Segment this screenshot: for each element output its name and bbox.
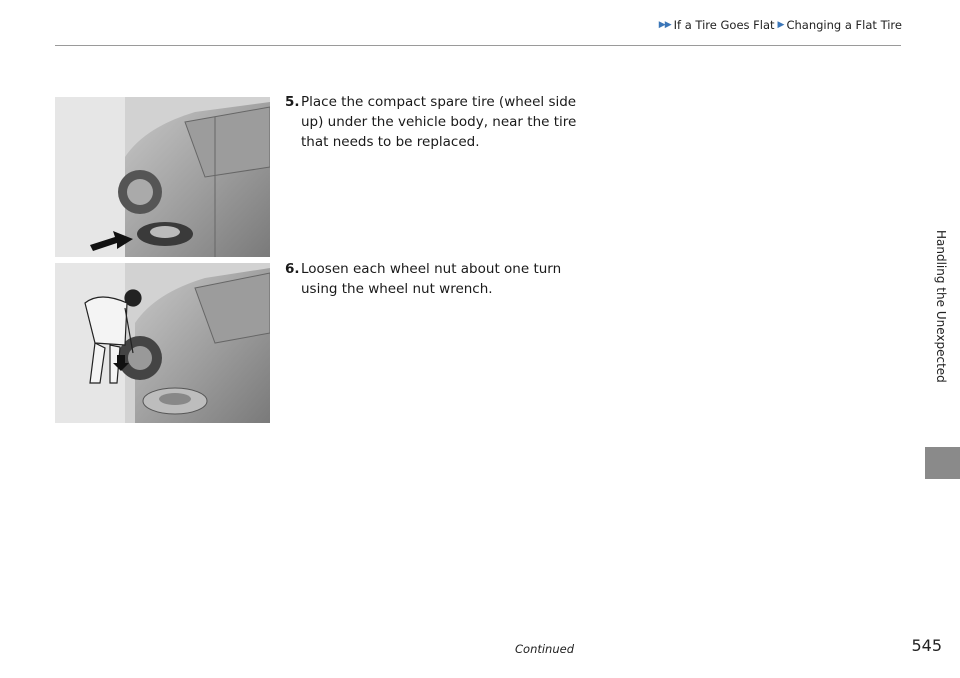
triangle-icon: ▶	[777, 20, 784, 30]
section-tab[interactable]	[932, 230, 948, 383]
breadcrumb-item-flat-tire[interactable]: If a Tire Goes Flat	[673, 18, 775, 32]
double-triangle-icon: ▶▶	[658, 20, 671, 30]
step-text: Place the compact spare tire (wheel side up) under the vehicle body, near the tire that needs to be replaced.	[301, 94, 577, 150]
breadcrumb-item-changing-tire[interactable]: Changing a Flat Tire	[786, 18, 902, 32]
section-tab-marker	[925, 447, 960, 479]
header-divider	[55, 45, 901, 46]
loosen-wheel-nut-drawing	[55, 263, 270, 423]
spare-tire-placement-drawing	[55, 97, 270, 257]
step-number: 6.	[285, 261, 300, 277]
continued-label: Continued	[515, 642, 575, 656]
step-number: 5.	[285, 94, 300, 110]
loosen-wheel-nut-illustration	[55, 263, 270, 423]
breadcrumb	[659, 18, 902, 32]
spare-tire-placement-illustration	[55, 97, 270, 257]
section-tab-label: Handling the Unexpected	[934, 230, 948, 383]
page-number: 545	[911, 636, 942, 655]
step-5	[285, 92, 585, 152]
step-text: Loosen each wheel nut about one turn using the wheel nut wrench.	[301, 261, 562, 297]
step-6	[285, 259, 585, 299]
